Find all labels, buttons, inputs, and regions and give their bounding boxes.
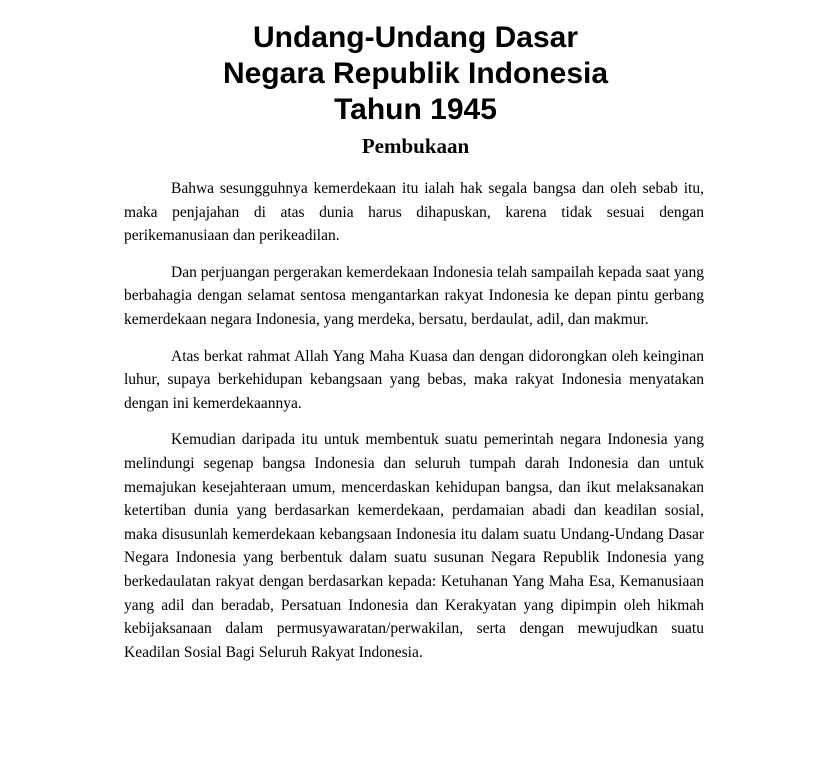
paragraph-4: Kemudian daripada itu untuk membentuk suatu pemerintah negara Indonesia yang melindungi segenap bangsa Indonesia dan seluruh tumpah darah Indonesia dan untuk memajukan kesejahteraan umum, mencerdaskan kehidupan bangsa, dan ikut melaksanakan ketertiban dunia yang berdasarkan kemerdekaan, perdamaian abadi dan keadilan sosial, maka disusunlah kemerdekaan kebangsaan Indonesia itu dalam suatu Undang-Undang Dasar Negara Indonesia yang berbentuk dalam suatu susunan Negara Republik Indonesia yang berkedaulatan rakyat dengan berdasarkan kepada: Ketuhanan Yang Maha Esa, Kemanusiaan yang adil dan beradab, Persatuan Indonesia dan Kerakyatan yang dipimpin oleh hikmah kebijaksanaan dalam permusyawaratan/perwakilan, serta dengan mewujudkan suatu Keadilan Sosial Bagi Seluruh Rakyat Indonesia.: [124, 431, 704, 661]
title-line-3: Tahun 1945: [334, 93, 497, 126]
document-title: [0, 20, 831, 128]
paragraph-2: Dan perjuangan pergerakan kemerdekaan Indonesia telah sampailah kepada saat yang berbahagia dengan selamat sentosa mengantarkan rakyat Indonesia ke depan pintu gerbang kemerdekaan negara Indonesia, yang merdeka, bersatu, berdaulat, adil, dan makmur.: [124, 263, 704, 328]
paragraph-1: Bahwa sesungguhnya kemerdekaan itu ialah hak segala bangsa dan oleh sebab itu, maka penjajahan di atas dunia harus dihapuskan, karena tidak sesuai dengan perikemanusiaan dan perikeadilan.: [124, 180, 704, 245]
document-body: [124, 177, 704, 677]
title-line-2: Negara Republik Indonesia: [222, 57, 609, 90]
paragraph-3: Atas berkat rahmat Allah Yang Maha Kuasa dan dengan didorongkan oleh keinginan luhur, supaya berkehidupan kebangsaan yang bebas, maka rakyat Indonesia menyatakan dengan ini kemerdekaannya.: [124, 347, 704, 412]
title-line-1: Undang-Undang Dasar: [252, 21, 579, 54]
section-heading: Pembukaan: [361, 134, 470, 158]
